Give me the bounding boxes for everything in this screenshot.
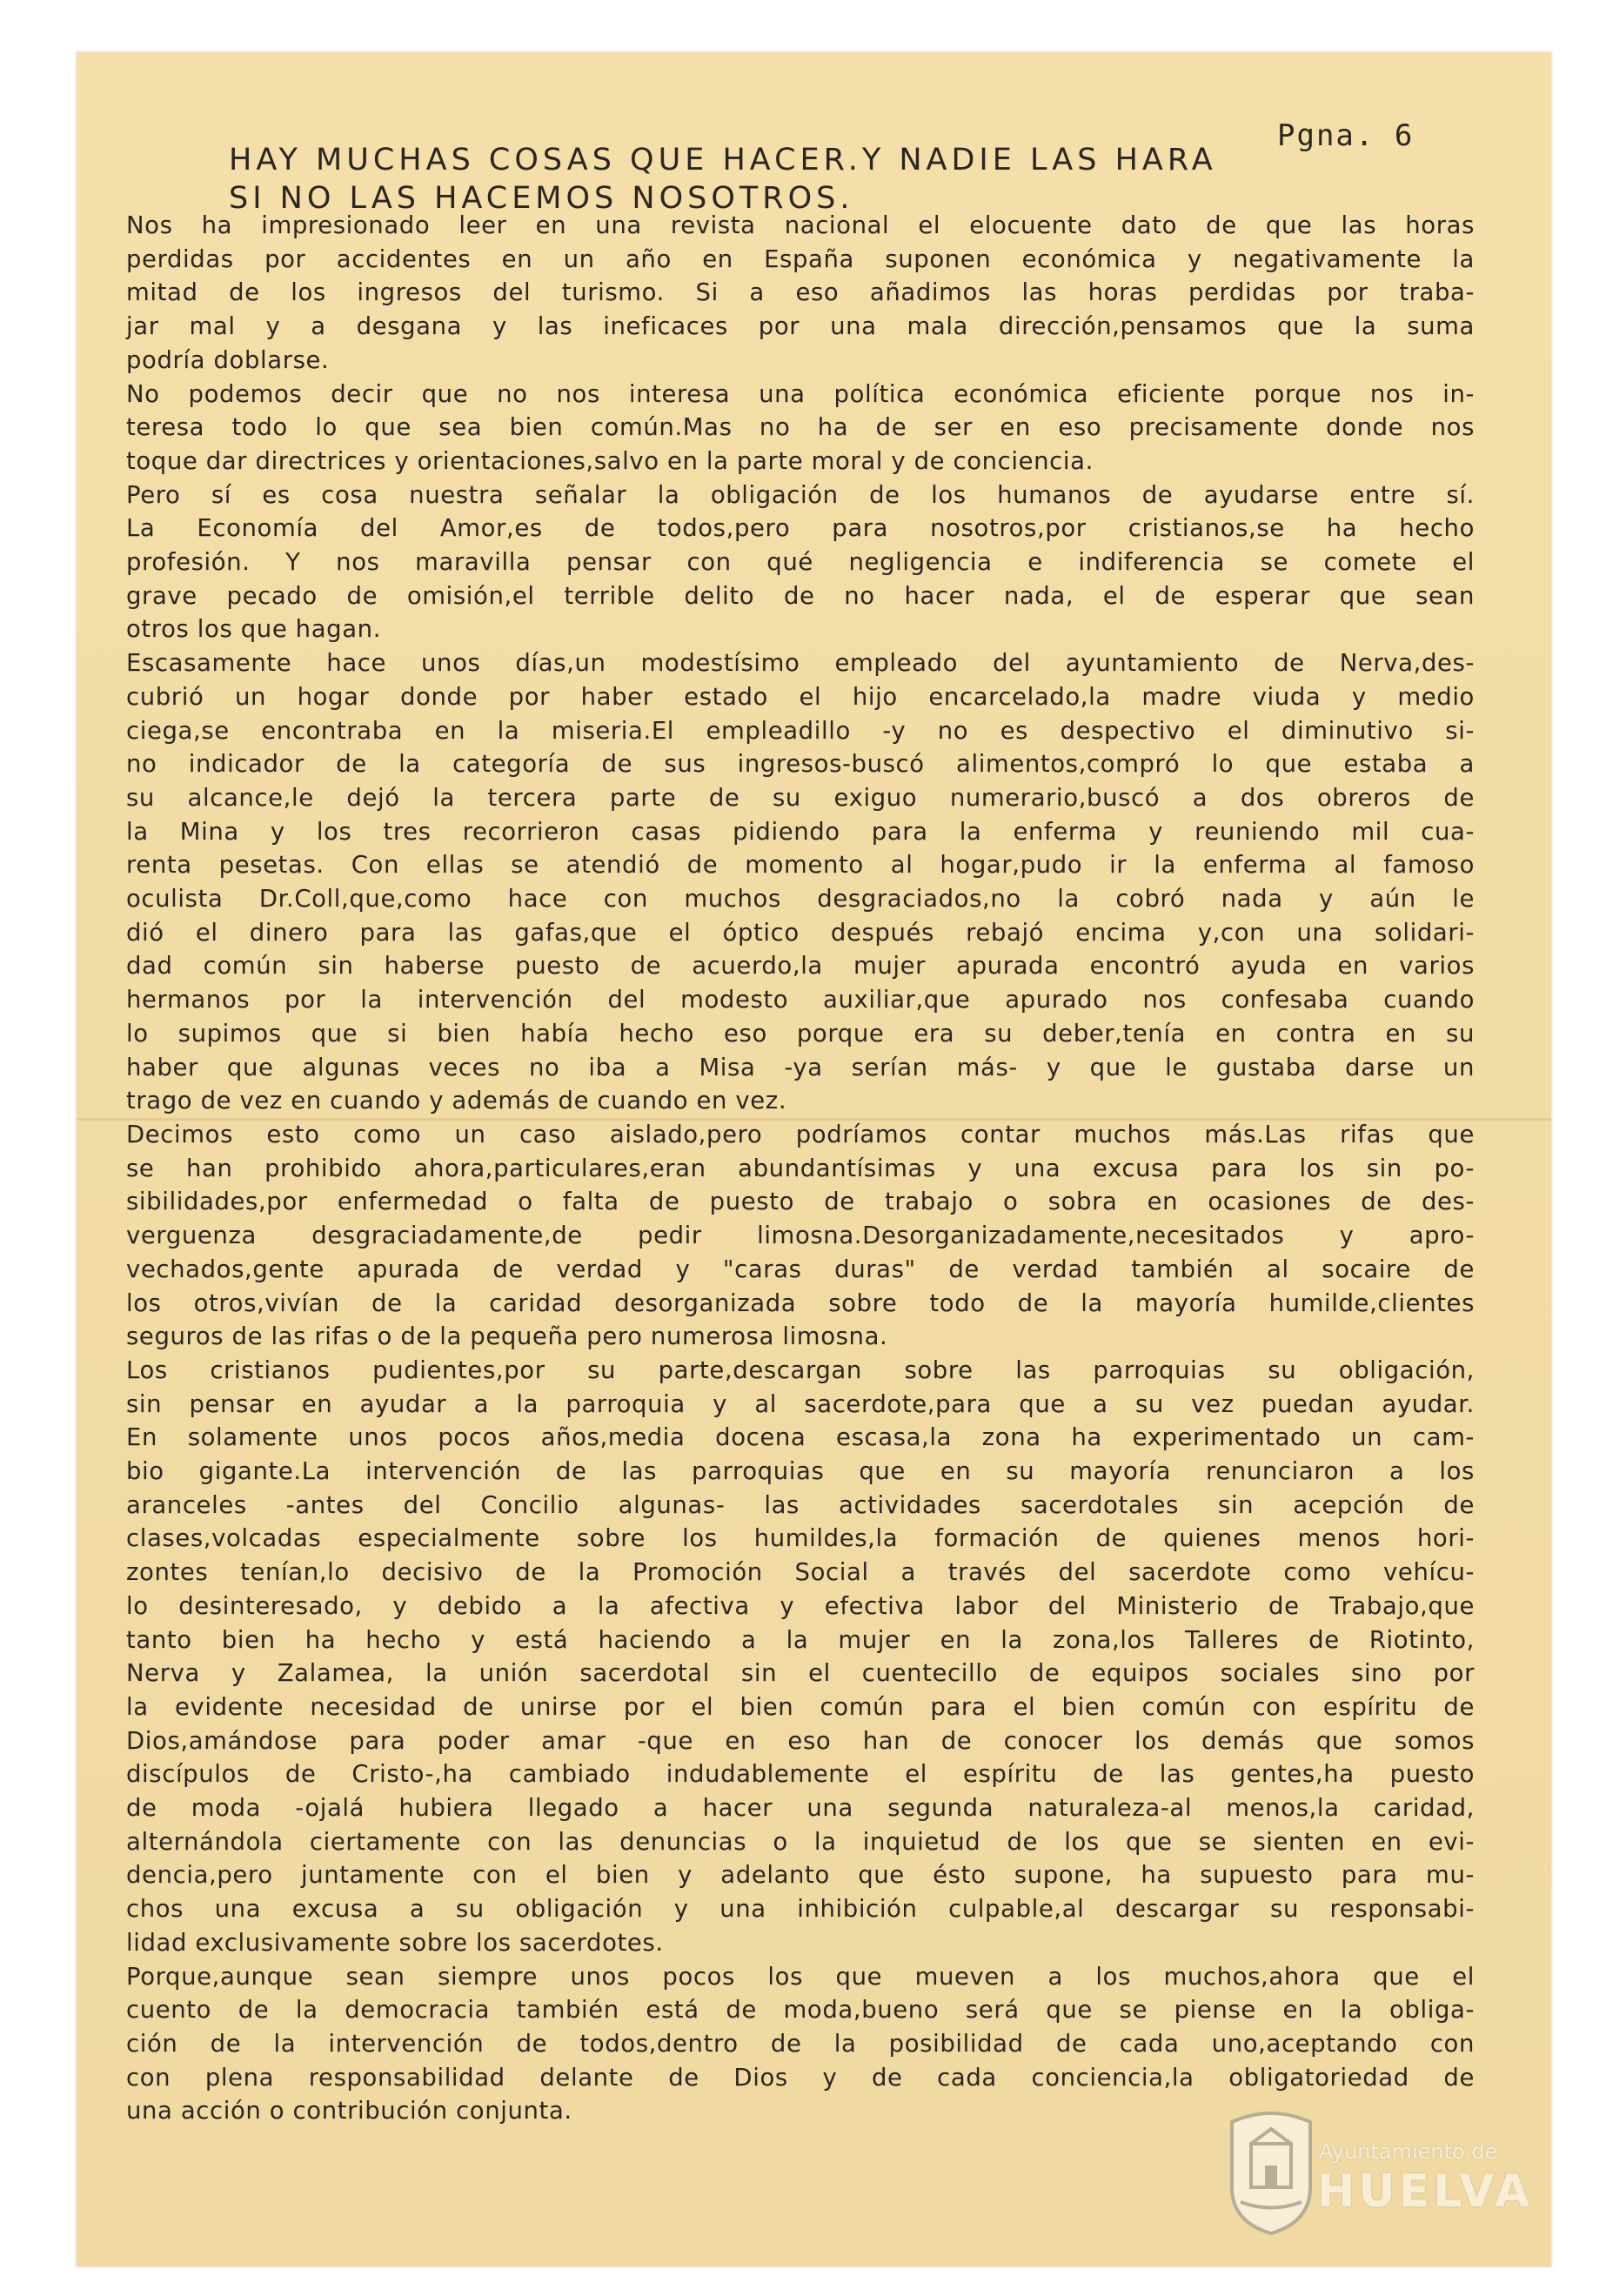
- text-line: los otros,vivían de la caridad desorganizada sobre todo de la mayoría humilde,clientes: [126, 1289, 1475, 1317]
- text-line: la evidente necesidad de unirse por el bien común para el bien común con espíritu de: [126, 1692, 1475, 1721]
- text-line: lo supimos que si bien había hecho eso porque era su deber,tenía en contra en su: [126, 1019, 1475, 1048]
- watermark-logo: [1223, 2105, 1536, 2235]
- text-line: toque dar directrices y orientaciones,salvo en la parte moral y de conciencia.: [126, 446, 1094, 475]
- article-body: [126, 209, 1475, 2128]
- title-line-2: SI NO LAS HACEMOS NOSOTROS.: [229, 181, 854, 216]
- text-line: lidad exclusivamente sobre los sacerdotes.: [126, 1928, 664, 1957]
- text-line: dencia,pero juntamente con el bien y adelanto que ésto supone, ha supuesto para mu-: [126, 1861, 1475, 1890]
- text-line: discípulos de Cristo-,ha cambiado indudablemente el espíritu de las gentes,ha puesto: [126, 1760, 1475, 1789]
- coat-of-arms-icon: [1223, 2105, 1319, 2235]
- page-number: Pgna. 6: [1277, 118, 1415, 153]
- text-line: haber que algunas veces no iba a Misa -ya serían más- y que le gustaba darse un: [126, 1053, 1475, 1081]
- text-line: seguros de las rifas o de la pequeña pero numerosa limosna.: [126, 1322, 888, 1351]
- text-line: Nerva y Zalamea, la unión sacerdotal sin el cuentecillo de equipos sociales sino por: [126, 1659, 1475, 1688]
- paragraph-5: [126, 1118, 1475, 1354]
- watermark-org-line-1: Ayuntamiento de: [1319, 2139, 1498, 2164]
- text-line: aranceles -antes del Concilio algunas- las actividades sacerdotales sin acepción de: [126, 1490, 1475, 1519]
- text-line: vechados,gente apurada de verdad y "caras duras" de verdad también al socaire de: [126, 1255, 1475, 1283]
- text-line: bio gigante.La intervención de las parroquias que en su mayoría renunciaron a los: [126, 1457, 1475, 1486]
- text-line: la Mina y los tres recorrieron casas pidiendo para la enferma y reuniendo mil cua-: [126, 817, 1475, 846]
- text-line: tanto bien ha hecho y está haciendo a la mujer en la zona,los Talleres de Riotinto,: [126, 1625, 1475, 1654]
- paragraph-3: [126, 479, 1475, 647]
- text-line: perdidas por accidentes en un año en España suponen económica y negativamente la: [126, 244, 1475, 273]
- text-line: Porque,aunque sean siempre unos pocos los que mueven a los muchos,ahora que el: [126, 1962, 1475, 1991]
- text-line: dad común sin haberse puesto de acuerdo,la mujer apurada encontró ayuda en varios: [126, 952, 1475, 981]
- title-line-1: HAY MUCHAS COSAS QUE HACER.Y NADIE LAS HARA: [229, 143, 1217, 177]
- watermark-org-line-2: HUELVA: [1317, 2165, 1534, 2218]
- document-sheet: [77, 52, 1551, 2266]
- text-line: Dios,amándose para poder amar -que en eso han de conocer los demás que somos: [126, 1726, 1475, 1755]
- text-line: otros los que hagan.: [126, 615, 382, 644]
- text-line: clases,volcadas especialmente sobre los humildes,la formación de quienes menos hori-: [126, 1524, 1475, 1553]
- text-line: ciega,se encontraba en la miseria.El empleadillo -y no es despectivo el diminutivo si-: [126, 716, 1475, 745]
- text-line: profesión. Y nos maravilla pensar con qué negligencia e indiferencia se comete el: [126, 548, 1475, 577]
- text-line: cuento de la democracia también está de moda,bueno será que se piense en la obliga-: [126, 1996, 1475, 2025]
- text-line: En solamente unos pocos años,media docena escasa,la zona ha experimentado un cam-: [126, 1423, 1475, 1452]
- text-line: podría doblarse.: [126, 345, 330, 374]
- text-line: dió el dinero para las gafas,que el óptico después rebajó encima y,con una solidari-: [126, 918, 1475, 947]
- text-line: zontes tenían,lo decisivo de la Promoción Social a través del sacerdote como vehícu-: [126, 1558, 1475, 1587]
- text-line: No podemos decir que no nos interesa una política económica eficiente porque nos in-: [126, 379, 1475, 408]
- text-line: alternándola ciertamente con las denuncias o la inquietud de los que se sienten en evi-: [126, 1827, 1475, 1856]
- text-line: con plena responsabilidad delante de Dios y de cada conciencia,la obligatoriedad de: [126, 2063, 1475, 2092]
- text-line: de moda -ojalá hubiera llegado a hacer una segunda naturaleza-al menos,la caridad,: [126, 1794, 1475, 1823]
- text-line: hermanos por la intervención del modesto auxiliar,que apurado nos confesaba cuando: [126, 986, 1475, 1014]
- text-line: ción de la intervención de todos,dentro de la posibilidad de cada uno,aceptando con: [126, 2029, 1475, 2058]
- text-line: una acción o contribución conjunta.: [126, 2097, 572, 2125]
- paragraph-7: [126, 1960, 1475, 2129]
- text-line: Pero sí es cosa nuestra señalar la obligación de los humanos de ayudarse entre sí.: [126, 480, 1475, 509]
- text-line: grave pecado de omisión,el terrible delito de no hacer nada, el de esperar que sean: [126, 581, 1475, 610]
- article-title: [229, 141, 1360, 218]
- text-line: cubrió un hogar donde por haber estado el hijo encarcelado,la madre viuda y medio: [126, 682, 1475, 711]
- text-line: chos una excusa a su obligación y una inhibición culpable,al descargar su responsabi-: [126, 1895, 1475, 1924]
- paragraph-6: [126, 1354, 1475, 1960]
- text-line: oculista Dr.Coll,que,como hace con muchos desgraciados,no la cobró nada y aún le: [126, 885, 1475, 914]
- text-line: lo desinteresado, y debido a la afectiva y efectiva labor del Ministerio de Trabajo,que: [126, 1591, 1475, 1620]
- text-line: La Economía del Amor,es de todos,pero para nosotros,por cristianos,se ha hecho: [126, 514, 1475, 543]
- text-line: Nos ha impresionado leer en una revista nacional el elocuente dato de que las horas: [126, 211, 1475, 239]
- text-line: trago de vez en cuando y además de cuando en vez.: [126, 1087, 787, 1115]
- text-line: sibilidades,por enfermedad o falta de puesto de trabajo o sobra en ocasiones de des-: [126, 1188, 1475, 1216]
- text-line: su alcance,le dejó la tercera parte de su exiguo numerario,buscó a dos obreros de: [126, 783, 1475, 812]
- text-line: teresa todo lo que sea bien común.Mas no ha de ser en eso precisamente donde nos: [126, 413, 1475, 442]
- text-line: Escasamente hace unos días,un modestísimo empleado del ayuntamiento de Nerva,des-: [126, 649, 1475, 678]
- paragraph-4: [126, 646, 1475, 1118]
- text-line: jar mal y a desgana y las ineficaces por una mala dirección,pensamos que la suma: [126, 312, 1475, 341]
- paragraph-1: [126, 209, 1475, 378]
- text-line: se han prohibido ahora,particulares,eran abundantísimas y una excusa para los sin po-: [126, 1154, 1475, 1182]
- text-line: renta pesetas. Con ellas se atendió de momento al hogar,pudo ir la enferma al famoso: [126, 851, 1475, 880]
- paragraph-2: [126, 378, 1475, 479]
- text-line: Los cristianos pudientes,por su parte,descargan sobre las parroquias su obligación,: [126, 1356, 1475, 1384]
- text-line: mitad de los ingresos del turismo. Si a eso añadimos las horas perdidas por traba-: [126, 278, 1475, 307]
- text-line: sin pensar en ayudar a la parroquia y al sacerdote,para que a su vez puedan ayudar.: [126, 1389, 1475, 1418]
- text-line: no indicador de la categoría de sus ingresos-buscó alimentos,compró lo que estaba a: [126, 750, 1475, 779]
- text-line: Decimos esto como un caso aislado,pero podríamos contar muchos más.Las rifas que: [126, 1120, 1475, 1148]
- text-line: verguenza desgraciadamente,de pedir limosna.Desorganizadamente,necesitados y apro-: [126, 1222, 1475, 1250]
